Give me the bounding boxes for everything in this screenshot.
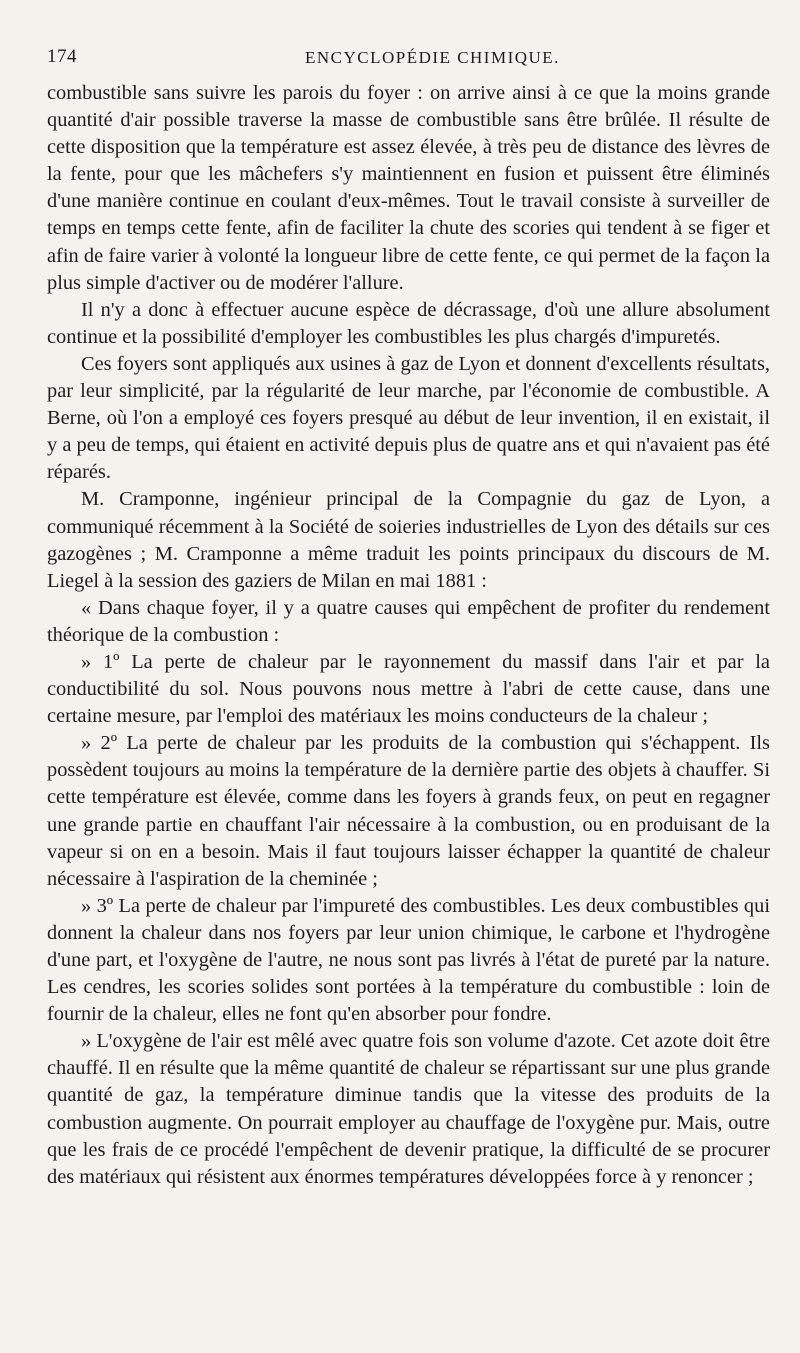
paragraph-decrassage: Il n'y a donc à effectuer aucune espèce de décrassage, d'où une allure absolument continue et la possibilité d'employer les combustibles les plus chargés d'impuretés. bbox=[47, 298, 770, 348]
paragraph-azote: » L'oxygène de l'air est mêlé avec quatre fois son volume d'azote. Cet azote doit être chauffé. Il en résulte que la même quantité de chaleur se répartissant sur une plus grande quantité de gaz, la température diminue tandis que la vitesse des produits de la combustion augmente. On pourrait employer au chauffage de l'oxygène pur. Mais, outre que les frais de ce procédé l'empêchent de devenir pratique, la difficulté de se procurer des matériaux qui résistent aux énormes températures développées force à y renoncer ; bbox=[47, 1030, 770, 1188]
paragraph-continuation: combustible sans suivre les parois du foyer : on arrive ainsi à ce que la moins grande quantité d'air possible traverse la masse de combustible sans être brûlée. Il résulte de cette disposition que la température est assez élevée, à très peu de distance des lèvres de la fente, pour que les mâchefers s'y maintiennent en fusion et puissent être éliminés d'une manière continue en coulant d'eux-mêmes. Tout le travail consiste à surveiller de temps en temps cette fente, afin de faciliter la chute des scories qui tendent à se figer et afin de faire varier à volonté la longueur libre de cette fente, ce qui permet de la façon la plus simple d'activer ou de modérer l'allure. bbox=[47, 82, 770, 294]
page-number: 174 bbox=[47, 46, 77, 67]
paragraph-cause-3: » 3º La perte de chaleur par l'impureté des combustibles. Les deux combustibles qui donnent la chaleur dans nos foyers par leur union chimique, le carbone et l'hydrogène d'une part, et l'oxygène de l'autre, ne nous sont pas livrés à l'état de pureté par la nature. Les cendres, les scories solides sont portées à la température du combustible : loin de fournir de la chaleur, elles ne font qu'en absorber pour fondre. bbox=[47, 894, 770, 1026]
paragraph-quote-intro: « Dans chaque foyer, il y a quatre causes qui empêchent de profiter du rendement théorique de la combustion : bbox=[47, 596, 770, 646]
running-title: ENCYCLOPÉDIE CHIMIQUE. bbox=[305, 48, 560, 67]
paragraph-cause-2: » 2º La perte de chaleur par les produits de la combustion qui s'échappent. Ils possèdent toujours au moins la température de la dernière partie des objets à chauffer. Si cette température est élevée, comme dans les foyers à grands feux, on peut en regagner une grande partie en chauffant l'air nécessaire à la combustion, ou en produisant de la vapeur si on en a besoin. Mais il faut toujours laisser échapper la quantité de chaleur nécessaire à l'aspiration de la cheminée ; bbox=[47, 732, 770, 890]
paragraph-cramponne: M. Cramponne, ingénieur principal de la Compagnie du gaz de Lyon, a communiqué récemment à la Société de soieries industrielles de Lyon des détails sur ces gazogènes ; M. Cramponne a même traduit les points principaux du discours de M. Liegel à la session des gaziers de Milan en mai 1881 : bbox=[47, 488, 770, 592]
page-header bbox=[47, 44, 770, 70]
paragraph-lyon-usines: Ces foyers sont appliqués aux usines à gaz de Lyon et donnent d'excellents résultats, par leur simplicité, par la régularité de leur marche, par l'économie de combustible. A Berne, où l'on a employé ces foyers presqué au début de leur invention, il en existait, il y a peu de temps, qui étaient en activité depuis plus de quatre ans et qui n'avaient pas été réparés. bbox=[47, 352, 770, 484]
paragraph-cause-1: » 1º La perte de chaleur par le rayonnement du massif dans l'air et par la conductibilité du sol. Nous pouvons nous mettre à l'abri de cette cause, dans une certaine mesure, par l'emploi des matériaux les moins conducteurs de la chaleur ; bbox=[47, 650, 770, 728]
body-text bbox=[47, 80, 770, 1191]
